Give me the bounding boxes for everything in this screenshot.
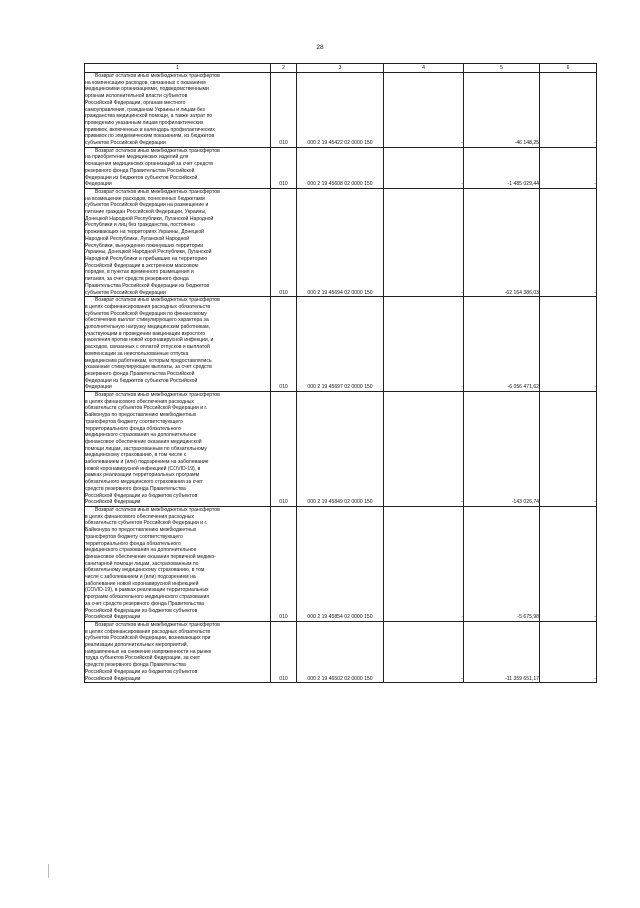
row-col6-cell: -	[540, 507, 597, 622]
row-code-cell: 010	[271, 392, 297, 507]
row-name-cell	[85, 147, 271, 188]
table-row	[85, 392, 597, 507]
row-name-cell	[85, 507, 271, 622]
row-col4-cell: -	[384, 73, 464, 148]
row-name-line: на возмещение расходов, понесенных бюджетами	[85, 195, 205, 202]
row-name-line: субъектов Российской Федерации по финансовому	[85, 310, 207, 317]
row-kbk-cell: 000 2 19 45854 02 0000 150	[297, 507, 384, 622]
row-name-line: субъектов Российской Федерации на размещение и	[85, 202, 209, 209]
header-col-6: 6	[540, 64, 597, 73]
row-code-cell: 010	[271, 297, 297, 392]
row-name-line: медицинским работникам, которым предоставлялись	[85, 357, 212, 364]
row-name-line: оснащения медицинских организаций за счет средств	[85, 161, 213, 168]
row-col6-cell: -	[540, 621, 597, 682]
header-col-3: 3	[297, 64, 384, 73]
row-name-line: на компенсацию расходов, связанных с оказанием	[85, 79, 206, 86]
row-kbk-cell: 000 2 19 46502 02 0000 150	[297, 621, 384, 682]
table-header-row	[85, 64, 597, 73]
row-name-line: числе с заболеванием и (или) подозрением на	[85, 574, 196, 581]
row-name-line: Российской Федерации	[85, 614, 141, 621]
row-amount-cell: -11 359 651,17	[464, 621, 540, 682]
report-table-body	[85, 64, 597, 683]
row-name-line: новой коронавирусной инфекцией (COVID-19), в	[85, 465, 201, 472]
row-name-line: участвующим в проведении вакцинации взрослого	[85, 330, 206, 337]
row-name-line: Федерации из бюджетов субъектов Российской	[85, 377, 198, 384]
row-amount-cell: -46 148,25	[464, 73, 540, 148]
row-col4-cell: -	[384, 297, 464, 392]
row-col4-cell: -	[384, 507, 464, 622]
row-name-line: заболеванием и (или) подозрением на заболевание	[85, 459, 209, 466]
row-name-line: средств резервного фонда Правительства	[85, 662, 186, 669]
header-col-1: 1	[85, 64, 271, 73]
header-col-2: 2	[271, 64, 297, 73]
row-name-line: Возврат остатков иных межбюджетных трансфертов	[95, 507, 220, 513]
row-name-line: резервного фонда Правительства Российской	[85, 167, 195, 174]
row-name-line: (COVID-19), в рамках реализации территориальных	[85, 587, 209, 594]
row-name-line: субъектов Российской Федерации	[85, 289, 166, 296]
row-name-line: территориального фонда обязательного	[85, 540, 181, 547]
row-name-line: медицинского страхования на дополнительное	[85, 432, 197, 439]
table-row	[85, 73, 597, 148]
row-col4-cell: -	[384, 392, 464, 507]
row-name-line: Байконура по предоставлению межбюджетных	[85, 412, 197, 419]
row-code-cell: 010	[271, 507, 297, 622]
table-row	[85, 297, 597, 392]
row-amount-cell: -5 675,98	[464, 507, 540, 622]
row-name-line: средств резервного фонда Правительства	[85, 485, 186, 492]
scan-edge-mark	[48, 864, 49, 878]
row-name-line: Возврат остатков иных межбюджетных трансфертов	[95, 73, 220, 79]
row-name-line: проведению указанным лицам профилактических	[85, 119, 204, 126]
row-col4-cell: -	[384, 147, 464, 188]
report-table	[84, 63, 597, 683]
row-name-line: Украины, Донецкой Народной Республики, Луганской	[85, 249, 212, 256]
row-name-line: Федерации из бюджетов субъектов Российской	[85, 174, 198, 181]
row-name-line: трансфертов бюджету соответствующего	[85, 418, 183, 425]
page-number: 28	[316, 44, 324, 51]
row-name-line: обязательному медицинскому страхованию, в том	[85, 567, 205, 574]
row-name-line: Возврат остатков иных межбюджетных трансфертов	[95, 188, 220, 195]
row-name-line: прививок по эпидемическим показаниям, из бюджетов	[85, 133, 215, 140]
row-name-line: Российской Федерации в экстренном массовом	[85, 262, 199, 269]
row-name-line: финансовое обеспечение оказания первичной медико-	[85, 553, 216, 560]
row-name-line: субъектов Российской Федерации	[85, 140, 166, 147]
row-name-line: Возврат остатков иных межбюджетных трансфертов	[95, 621, 220, 628]
row-amount-cell: -6 056 471,62	[464, 297, 540, 392]
row-name-line: реализации дополнительных мероприятий,	[85, 642, 189, 649]
row-name-cell	[85, 73, 271, 148]
row-name-line: программ обязательного медицинского страхования	[85, 594, 210, 601]
row-col4-cell: -	[384, 188, 464, 296]
row-name-line: органам исполнительной власти субъектов	[85, 93, 188, 100]
row-name-line: Возврат остатков иных межбюджетных трансфертов	[95, 147, 220, 154]
row-name-line: труда субъектов Российской Федерации, за счет	[85, 655, 201, 662]
row-name-line: дополнительную нагрузку медицинским работникам,	[85, 324, 211, 331]
row-name-line: Федерации	[85, 181, 112, 188]
row-col6-cell: -	[540, 297, 597, 392]
row-name-line: проживающих на территориях Украины, Донецкой	[85, 229, 205, 236]
row-name-line: трансфертов бюджету соответствующего	[85, 533, 183, 540]
table-row	[85, 621, 597, 682]
row-name-line: Донецкой Народной Республики, Луганской Народной	[85, 215, 214, 222]
row-col6-cell: -	[540, 392, 597, 507]
row-name-line: порядке, в пунктах временного размещения и	[85, 269, 194, 276]
row-name-line: резервного фонда Правительства Российской	[85, 370, 195, 377]
row-name-line: помощи лицам, застрахованным по обязательному	[85, 445, 207, 452]
table-row	[85, 188, 597, 296]
row-name-line: в целях софинансирования расходных обязательств	[85, 628, 211, 635]
row-name-cell	[85, 621, 271, 682]
row-name-line: медицинскими организациями, подведомственными	[85, 86, 209, 93]
row-name-line: указанные стимулирующие выплаты, за счет средств	[85, 364, 212, 371]
header-col-4: 4	[384, 64, 464, 73]
row-name-line: направленных на снижение напряженности на рынке	[85, 648, 212, 655]
row-name-line: компенсации за неиспользованные отпуска	[85, 350, 189, 357]
row-name-line: Федерации	[85, 384, 112, 391]
header-col-5: 5	[464, 64, 540, 73]
row-code-cell: 010	[271, 621, 297, 682]
row-kbk-cell: 000 2 19 45422 02 0000 150	[297, 73, 384, 148]
row-name-line: питание граждан Российской Федерации, Украины,	[85, 209, 207, 216]
row-name-line: Народной Республики и прибывших на территорию	[85, 255, 208, 262]
row-name-line: Российской Федерации	[85, 675, 141, 682]
row-name-line: населения против новой коронавирусной инфекции, и	[85, 337, 214, 344]
row-name-line: обязательного медицинского страхования за счет	[85, 479, 203, 486]
row-code-cell: 010	[271, 147, 297, 188]
row-kbk-cell: 000 2 19 45697 02 0000 150	[297, 297, 384, 392]
row-name-line: Республики, вынужденно покинувших территории	[85, 242, 204, 249]
row-name-line: в целях финансового обеспечения расходных	[85, 398, 194, 405]
row-name-line: расходов, связанных с оплатой отпусков и выплатой	[85, 344, 210, 351]
row-name-line: на приобретение медицинских изделий для	[85, 154, 189, 161]
row-name-line: питания, за счет средств резервного фонда	[85, 276, 189, 283]
table-row	[85, 147, 597, 188]
row-name-line: в целях софинансирования расходных обязательств	[85, 303, 211, 310]
row-name-line: Байконура по предоставлению межбюджетных	[85, 527, 197, 534]
row-col6-cell: -	[540, 147, 597, 188]
row-name-line: санитарной помощи лицам, застрахованным по	[85, 560, 199, 567]
row-kbk-cell: 000 2 19 45849 02 0000 150	[297, 392, 384, 507]
row-name-cell	[85, 392, 271, 507]
row-name-line: субъектов Российской Федерации, возникающих при	[85, 635, 211, 642]
row-name-line: Возврат остатков иных межбюджетных трансфертов	[95, 392, 220, 399]
row-name-line: прививок, включенных в календарь профилактических	[85, 126, 215, 133]
row-name-cell	[85, 297, 271, 392]
row-col4-cell: -	[384, 621, 464, 682]
row-name-line: в целях финансового обеспечения расходных	[85, 513, 194, 520]
row-name-line: Возврат остатков иных межбюджетных трансфертов	[95, 297, 220, 304]
row-name-line: самоуправления, гражданам Украины и лицам без	[85, 106, 205, 113]
row-name-line: Российской Федерации из бюджетов субъектов	[85, 607, 198, 614]
row-amount-cell: -1 485 029,44	[464, 147, 540, 188]
row-name-line: Российской Федерации, органам местного	[85, 99, 186, 106]
row-name-line: гражданства медицинской помощи, а также затрат по	[85, 113, 213, 120]
row-name-line: медицинскому страхованию, в том числе с	[85, 452, 187, 459]
row-name-line: рамках реализации территориальных программ	[85, 472, 200, 479]
row-name-cell	[85, 188, 271, 296]
row-name-line: Российской Федерации из бюджетов субъектов	[85, 492, 198, 499]
row-name-line: Российской Федерации из бюджетов субъектов	[85, 668, 198, 675]
row-code-cell: 010	[271, 73, 297, 148]
row-code-cell: 010	[271, 188, 297, 296]
row-name-line: обеспечению выплат стимулирующего характера за	[85, 317, 209, 324]
table-row	[85, 507, 597, 622]
row-name-line: территориального фонда обязательного	[85, 425, 181, 432]
row-kbk-cell: 000 2 19 45694 02 0000 150	[297, 188, 384, 296]
row-kbk-cell: 000 2 19 45608 02 0000 150	[297, 147, 384, 188]
row-col6-cell: -	[540, 73, 597, 148]
row-amount-cell: -62 164 386,03	[464, 188, 540, 296]
row-amount-cell: -143 026,74	[464, 392, 540, 507]
row-name-line: Народной Республики, Луганской Народной	[85, 235, 190, 242]
row-name-line: медицинского страхования на дополнительное	[85, 547, 197, 554]
row-name-line: Российской Федерации	[85, 499, 141, 506]
row-name-line: финансовое обеспечение оказания медицинской	[85, 438, 202, 445]
row-name-line: за счет средств резервного фонда Правительства	[85, 600, 204, 607]
row-name-line: обязательств субъектов Российской Федерации и г.	[85, 520, 208, 527]
row-name-line: заболевание новой коронавирусной инфекцией	[85, 580, 199, 587]
row-col6-cell: -	[540, 188, 597, 296]
row-name-line: Республики и лиц без гражданства, постоянно	[85, 222, 195, 229]
row-name-line: Правительства Российской Федерации из бюджетов	[85, 282, 210, 289]
row-name-line: обязательств субъектов Российской Федерации и г.	[85, 405, 208, 412]
